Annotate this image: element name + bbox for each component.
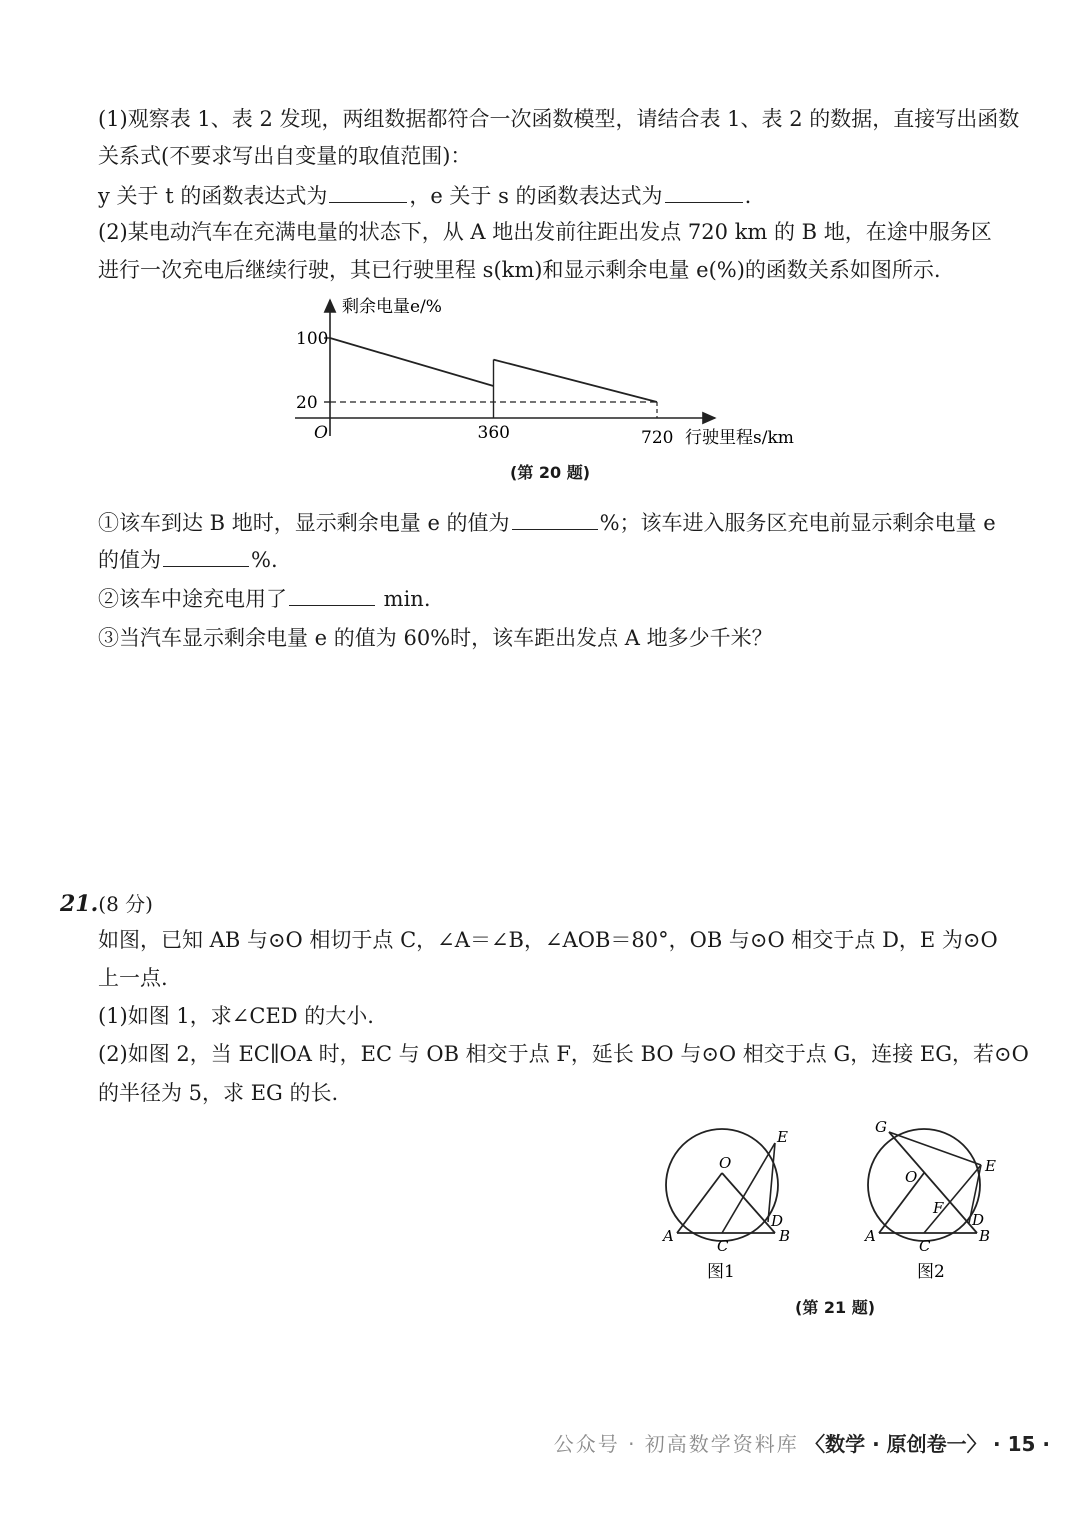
q20-sub1-line2 <box>98 545 278 575</box>
label-o: O <box>719 1154 732 1172</box>
label-g: G <box>875 1118 887 1136</box>
x-tick-label-360: 360 <box>477 423 510 443</box>
q20-chart <box>270 290 830 460</box>
q20-part1-line3-c: . <box>744 184 752 208</box>
q20-part2-line2: 进行一次充电后继续行驶，其已行驶里程 s(km)和显示剩余电量 e(%)的函数关系如图所示. <box>98 258 941 282</box>
q20-part1-line3-a: y 关于 t 的函数表达式为 <box>98 184 328 208</box>
q20-caption: (第 20 题) <box>510 463 591 482</box>
q20-sub1-line1 <box>98 508 996 538</box>
q20-sub2-a: ②该车中途充电用了 <box>98 587 287 611</box>
label-e: E <box>777 1128 788 1146</box>
answer-blank <box>512 511 598 530</box>
q21-number-text: 21. <box>60 891 99 917</box>
q20-part1-line3 <box>98 181 751 211</box>
label-d: D <box>771 1212 784 1230</box>
q21-part2-line1: (2)如图 2，当 EC∥OA 时，EC 与 OB 相交于点 F，延长 BO 与⊙O 相交于点 G，连接 EG，若⊙O <box>98 1042 1029 1066</box>
q21-score: (8 分) <box>98 892 153 916</box>
answer-blank <box>329 184 407 203</box>
q20-sub1-b: %；该车进入服务区充电前显示剩余电量 e <box>599 511 996 535</box>
label-a: A <box>663 1227 674 1245</box>
label-o: O <box>905 1168 918 1186</box>
y-tick-label-100: 100 <box>296 329 329 349</box>
answer-blank <box>289 587 375 606</box>
q20-sub2 <box>98 584 431 614</box>
label-c: C <box>919 1237 931 1255</box>
y-tick-label-20: 20 <box>296 393 318 413</box>
page-footer <box>554 1428 1050 1457</box>
x-axis-label: 行驶里程s/km <box>685 428 794 448</box>
answer-blank <box>665 184 743 203</box>
q20-sub1-d: %. <box>251 548 278 572</box>
answer-blank <box>163 548 249 567</box>
q20-sub1-c: 的值为 <box>98 548 161 572</box>
q21-part2-line2: 的半径为 5，求 EG 的长. <box>98 1081 339 1105</box>
segment-oa <box>677 1173 722 1233</box>
figure-2-label: 图2 <box>917 1262 945 1282</box>
label-b: B <box>779 1227 791 1245</box>
q20-part1-line1: (1)观察表 1、表 2 发现，两组数据都符合一次函数模型，请结合表 1、表 2 的数据，直接写出函数 <box>98 107 1020 131</box>
q20-sub1-a: ①该车到达 B 地时，显示剩余电量 e 的值为 <box>98 511 510 535</box>
q20-part1-line2: 关系式(不要求写出自变量的取值范围)： <box>98 144 472 168</box>
q21-caption: (第 21 题) <box>795 1298 876 1317</box>
label-a: A <box>865 1227 876 1245</box>
q20-sub3: ③当汽车显示剩余电量 e 的值为 60%时，该车距出发点 A 地多少千米？ <box>98 626 773 650</box>
series-line-2 <box>494 360 658 402</box>
page-number: · 15 · <box>993 1432 1050 1456</box>
footer-watermark: 公众号 · 初高数学资料库 <box>553 1432 799 1456</box>
q20-sub2-b: min. <box>377 587 431 611</box>
label-d: D <box>972 1211 985 1229</box>
q21-number <box>60 888 153 917</box>
q21-figure-1 <box>655 1115 815 1285</box>
q21-line2: 上一点. <box>98 966 168 990</box>
label-e: E <box>985 1157 996 1175</box>
x-tick-label-720: 720 <box>641 428 674 448</box>
series-line-1 <box>330 338 494 386</box>
q20-part1-line3-b: ，e 关于 s 的函数表达式为 <box>409 184 663 208</box>
figure-1-label: 图1 <box>707 1262 735 1282</box>
q21-part1: (1)如图 1，求∠CED 的大小. <box>98 1004 374 1028</box>
label-f: F <box>933 1199 944 1217</box>
footer-label: 〈数学 · 原创卷一〉 <box>805 1432 987 1456</box>
y-axis-label: 剩余电量e/% <box>342 297 442 317</box>
label-c: C <box>717 1237 729 1255</box>
origin-label: O <box>314 423 328 443</box>
label-b: B <box>979 1227 991 1245</box>
q21-line1: 如图，已知 AB 与⊙O 相切于点 C，∠A＝∠B，∠AOB＝80°，OB 与⊙O 相交于点 D，E 为⊙O <box>98 928 998 952</box>
q21-figure-2 <box>855 1115 1025 1285</box>
segment-ob <box>722 1173 775 1233</box>
q20-part2-line1: (2)某电动汽车在充满电量的状态下，从 A 地出发前往距出发点 720 km 的 B 地，在途中服务区 <box>98 220 992 244</box>
